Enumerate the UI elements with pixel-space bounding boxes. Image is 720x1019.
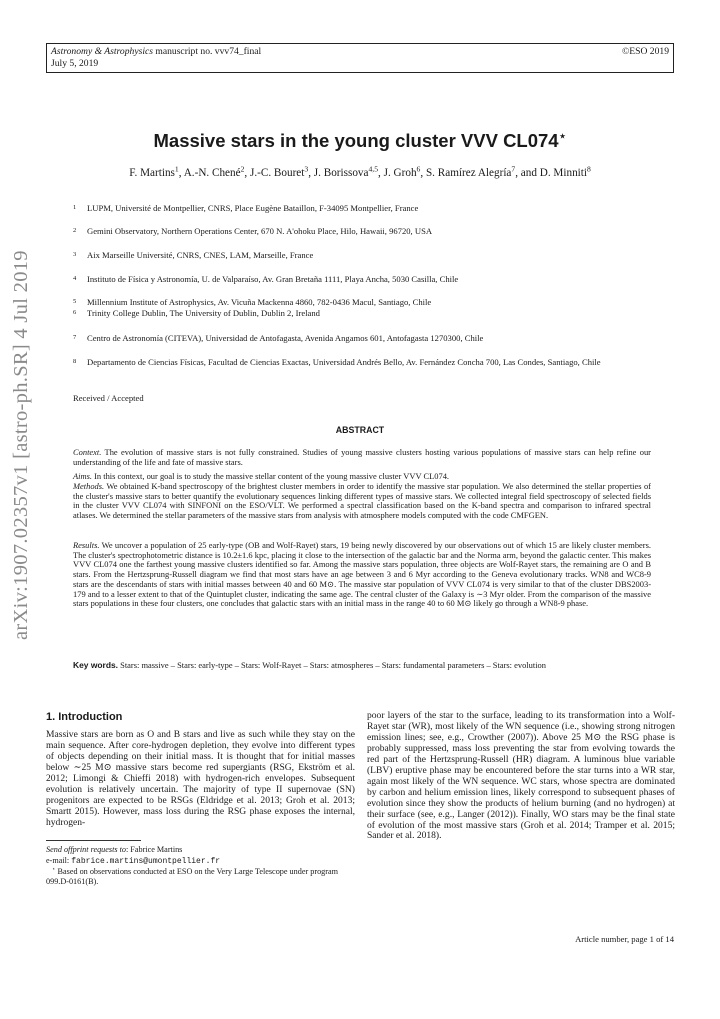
paper-title-text: Massive stars in the young cluster VVV CL074 (153, 130, 559, 151)
aims-label: Aims. (73, 471, 92, 481)
star-mark: ⋆ (52, 866, 56, 873)
abstract-title: ABSTRACT (335, 425, 385, 435)
affiliation-text: Instituto de Física y Astronomía, U. de Valparaíso, Av. Gran Bretaña 1111, Playa Ancha, 5030 Casilla, Chile (87, 274, 459, 284)
affiliation-7 (73, 333, 673, 344)
email-address[interactable]: fabrice.martins@umontpellier.fr (71, 857, 221, 866)
author-list (0, 164, 720, 179)
affiliation-number: 4 (73, 275, 77, 282)
offprint-name: : Fabrice Martins (125, 845, 183, 854)
manuscript-id: manuscript no. vvv74_final (152, 46, 262, 57)
affiliation-1 (73, 203, 673, 214)
abstract-results (73, 541, 651, 609)
author-separator: , (420, 167, 426, 179)
context-label: Context. (73, 447, 102, 457)
affiliation-text: Centro de Astronomía (CITEVA), Universidad de Antofagasta, Avenida Angamos 601, Antofagasta 1270300, Chile (87, 333, 484, 343)
affiliation-number: 3 (73, 251, 77, 258)
intro-column-right: poor layers of the star to the surface, leading to its transformation into a Wolf-Rayet star (WR), most likely of the WN sequence (i.e., showing strong nitrogen emission lines; see, e.g., Crowther (2007)). Above 25 M⊙ the RSG phase is probably suppressed, mass loss preventing the star from evolving towards the red part of the Hertzsprung-Russell (HR) diagram. A luminous blue variable (LBV) eruptive phase may be encountered before the star turns into a WR star, again most likely of the WN sequence. WC stars, whose spectra are dominated by carbon and helium emission lines, likely correspond to subsequent phases of evolution since they show the products of helium burning (and no hydrogen) at their surface (see, e.g., Langer (2012)). Finally, WO stars may be the final state of evolution of the most massive stars (Groh et al. 2014; Tramper et al. 2015; Sander et al. 2018). (367, 710, 675, 842)
email-label: e-mail: (46, 856, 72, 865)
star-footnote-text: Based on observations conducted at ESO on the Very Large Telescope under program 099.D-0161(B). (46, 867, 338, 886)
author-name: J. Groh (383, 167, 417, 179)
affiliation-text: Departamento de Ciencias Físicas, Facultad de Ciencias Exactas, Universidad Andrés Bello, Av. Fernández Concha 700, Las Condes, Santiago, Chile (87, 357, 601, 367)
author-name: J.-C. Bouret (249, 167, 305, 179)
affiliation-number: 5 (73, 298, 77, 305)
author-separator: , (178, 167, 184, 179)
affiliation-number: 7 (73, 334, 77, 341)
affiliation-text: Trinity College Dublin, The University of Dublin, Dublin 2, Ireland (87, 308, 320, 318)
affiliation-number: 2 (73, 227, 77, 234)
paper-title (0, 130, 720, 152)
author-separator: , (308, 167, 314, 179)
author-name: S. Ramírez Alegría (425, 167, 512, 179)
author-name: F. Martins (129, 167, 175, 179)
arxiv-stamp-text: arXiv:1907.02357v1 [astro-ph.SR] 4 Jul 2019 (10, 250, 32, 640)
affiliation-text: Gemini Observatory, Northern Operations Center, 670 N. A'ohoku Place, Hilo, Hawaii, 96720, USA (87, 226, 433, 236)
author-separator: , (244, 167, 250, 179)
affiliation-text: Aix Marseille Université, CNRS, CNES, LAM, Marseille, France (87, 250, 314, 260)
author-name: A.-N. Chené (183, 167, 241, 179)
affiliation-3 (73, 250, 673, 261)
author-affiliation-mark: 8 (587, 164, 591, 174)
star-footnote (46, 867, 358, 886)
journal-line (51, 46, 261, 57)
affiliation-number: 6 (73, 309, 77, 316)
affiliation-4 (73, 274, 673, 285)
methods-label: Methods. (73, 481, 105, 491)
results-text: We uncover a population of 25 early-type (OB and Wolf-Rayet) stars, 19 being newly discovered by our observations out of which 15 are likely cluster members. The cluster's spectrophotometric distance is 10.2±1.6 kpc, placing it close to the intersection of the galactic bar and the Norma arm, beyond the galactic center. This makes VVV CL074 one the farthest young massive clusters identified so far. Among the massive stars population, three objects are Wolf-Rayet stars, the remaining are O and B stars. From the Hertzsprung-Russell diagram we find that most stars have an age between 3 and 6 Myr according to the Geneva evolutionary tracks. WN8 and WC8-9 stars are the descendants of stars with initial masses between 40 and 60 M⊙. The massive star population of VVV CL074 is very similar to that of the cluster DBS2003-179 and to a lesser extent to that of the Quintuplet cluster, indicating the same age. The central cluster of the Galaxy is ∼3 Myr older. From the comparison of the massive stars populations in these four clusters, one concludes that galactic stars with an initial mass in the range 40 to 60 M⊙ likely go through a WN8-9 phase. (73, 540, 651, 609)
affiliation-number: 8 (73, 358, 77, 365)
author-name: D. Minniti (539, 167, 587, 179)
footnote-rule (46, 840, 141, 841)
abstract-methods (73, 482, 651, 521)
keywords-label: Key words. (73, 660, 119, 670)
affiliation-8 (73, 357, 673, 368)
running-header (46, 43, 674, 73)
author-affiliation-mark: 3 (304, 164, 309, 174)
intro-column-left: Massive stars are born as O and B stars and live as such while they stay on the main sequence. After core-hydrogen depletion, they evolve into different types of objects depending on their initial mass. It is thought that for initial masses below ∼25 M⊙ massive stars become red supergiants (RSG, Ekström et al. 2012; Limongi & Chieffi 2018) with hydrogen-rich envelopes. Subsequent evolution is relatively uncertain. The majority of type II supernovae (SN) progenitors are expected to be RSGs (Eldridge et al. 2013; Groh et al. 2013; Smartt 2015). However, mass loss during the RSG phase exposes the internal, hydrogen- (46, 729, 355, 828)
results-label: Results. (73, 540, 100, 550)
offprint-footnote (46, 845, 358, 855)
author-name: J. Borissova (313, 167, 369, 179)
affiliation-number: 1 (73, 204, 77, 211)
header-copyright: ©ESO 2019 (622, 46, 669, 57)
journal-name: Astronomy & Astrophysics (51, 46, 153, 57)
affiliation-text: Millennium Institute of Astrophysics, Av. Vicuña Mackenna 4860, 782-0436 Macul, Santiago, Chile (87, 297, 432, 307)
keywords-text: Stars: massive – Stars: early-type – Stars: Wolf-Rayet – Stars: atmospheres – Stars: fundamental parameters – Stars: evolution (118, 660, 546, 670)
page-number: Article number, page 1 of 14 (575, 934, 674, 944)
email-footnote (46, 856, 358, 867)
author-affiliation-mark: 6 (416, 164, 421, 174)
author-separator: , and (515, 167, 540, 179)
affiliation-5 (73, 297, 673, 308)
abstract-context (73, 448, 651, 467)
title-footnote-mark: ⋆ (558, 128, 567, 143)
keywords (73, 661, 651, 671)
section-heading: 1. Introduction (46, 711, 123, 723)
author-affiliation-mark: 1 (174, 164, 179, 174)
author-affiliation-mark: 2 (240, 164, 245, 174)
methods-text: We obtained K-band spectroscopy of the brightest cluster members in order to identify the massive star population. We also determined the stellar properties of the cluster's massive stars to better quantify the evolutionary sequences linking different types of massive stars. We collected integral field spectroscopy of selected fields in the cluster VVV CL074 with SINFONI on the ESO/VLT. We performed a spectral classification based on the K-band spectra and comparison to infrared spectral atlases. We determined the stellar parameters of the massive stars from analysis with atmosphere models computed with the code CMFGEN. (73, 481, 651, 521)
offprint-label: Send offprint requests to (46, 845, 126, 854)
context-text: The evolution of massive stars is not fully constrained. Studies of young massive clusters hosting various populations of massive stars can help refine our understanding of the life and fate of massive stars. (73, 447, 651, 467)
received-line: Received / Accepted (73, 393, 144, 403)
author-affiliation-mark: 4,5 (368, 164, 378, 174)
aims-text: In this context, our goal is to study the massive stellar content of the young massive cluster VVV CL074. (91, 471, 450, 481)
affiliation-6 (73, 308, 673, 319)
affiliation-2 (73, 226, 673, 237)
affiliation-text: LUPM, Université de Montpellier, CNRS, Place Eugène Bataillon, F-34095 Montpellier, France (87, 203, 419, 213)
author-separator: , (378, 167, 384, 179)
author-affiliation-mark: 7 (511, 164, 516, 174)
header-date: July 5, 2019 (51, 58, 99, 69)
